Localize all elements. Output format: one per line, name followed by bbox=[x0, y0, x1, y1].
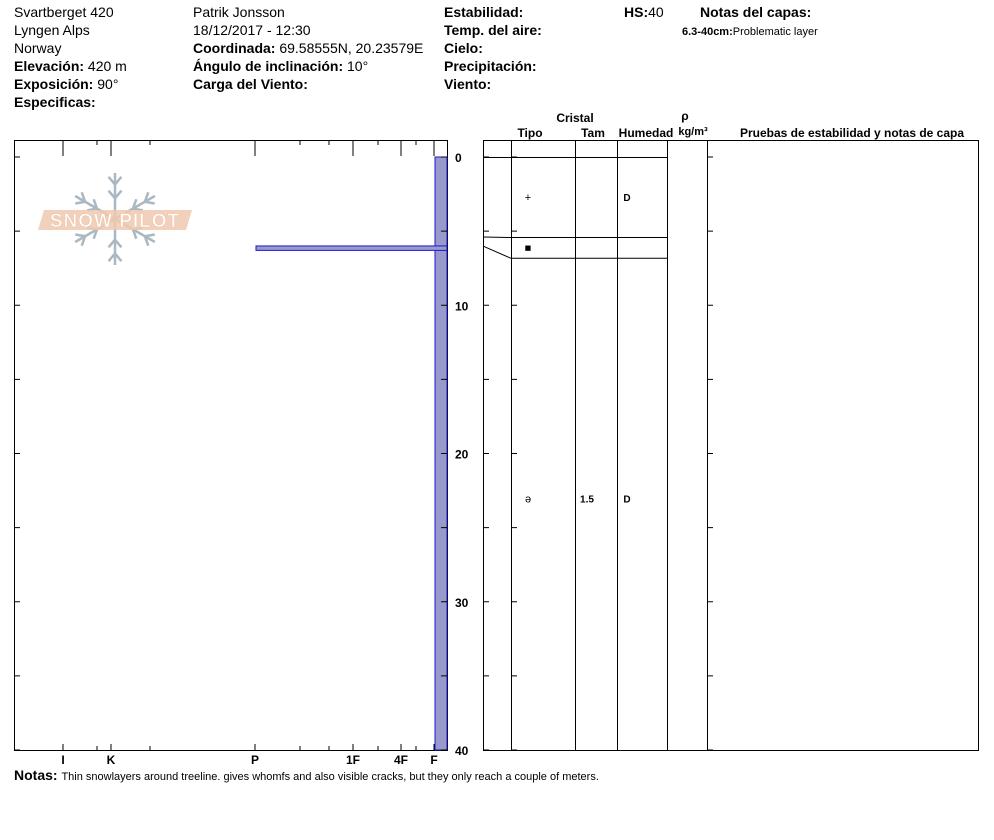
layer-note-range: 6.3-40cm: bbox=[682, 26, 733, 38]
snowpilot-logo bbox=[38, 173, 192, 265]
exposure-value: 90° bbox=[97, 76, 119, 92]
hs-label: HS: bbox=[624, 4, 649, 20]
notes-text: Thin snowlayers around treeline. gives whomfs and also visible cracks, but they only reach a couple of meters. bbox=[61, 771, 599, 783]
layer-type-symbol: ǝ bbox=[524, 493, 532, 506]
air-temp-label: Temp. del aire: bbox=[444, 22, 542, 38]
layer-size: 1.5 bbox=[580, 494, 594, 506]
moisture-header: Humedad bbox=[618, 126, 674, 140]
hardness-tick-label: I bbox=[61, 753, 65, 767]
stability-label: Estabilidad: bbox=[444, 4, 524, 20]
snowflake-branch bbox=[145, 202, 155, 204]
layer-moisture: D bbox=[623, 193, 631, 205]
location-name: Svartberget 420 bbox=[14, 4, 114, 20]
layer-connector bbox=[483, 246, 511, 258]
hardness-tick-label: P bbox=[250, 753, 260, 767]
hardness-plot-frame bbox=[15, 141, 448, 751]
hardness-tick-label: 1F bbox=[345, 753, 361, 767]
hardness-tick-label: K bbox=[106, 753, 116, 767]
depth-tick-label: 0 bbox=[455, 151, 462, 165]
hardness-bar bbox=[256, 246, 447, 250]
layer-type-symbol: + bbox=[524, 192, 532, 205]
layer-note-text: Problematic layer bbox=[732, 26, 818, 38]
country: Norway bbox=[14, 40, 62, 56]
hardness-tick-label: F bbox=[430, 753, 438, 767]
layer-type-symbol: ■ bbox=[524, 242, 532, 255]
coordinates-label: Coordinada: bbox=[193, 40, 276, 56]
specifics-label: Especificas: bbox=[14, 94, 96, 110]
precipitation-label: Precipitación: bbox=[444, 58, 537, 74]
hardness-tick-label: 4F bbox=[393, 753, 409, 767]
depth-tick-label: 40 bbox=[455, 744, 469, 758]
layer-notes-label: Notas del capas: bbox=[700, 4, 812, 20]
sky-label: Cielo: bbox=[444, 40, 483, 56]
slope-label: Ángulo de inclinación: bbox=[193, 58, 344, 74]
hardness-axis bbox=[61, 141, 437, 767]
size-header: Tam bbox=[581, 126, 605, 140]
logo-text: SNOW PILOT bbox=[49, 211, 181, 232]
notes-row bbox=[14, 767, 599, 785]
wind-load-label: Carga del Viento: bbox=[193, 76, 308, 92]
crystal-header: Cristal bbox=[556, 111, 594, 125]
elevation-label: Elevación: bbox=[14, 58, 85, 74]
snowflake-branch bbox=[145, 234, 155, 236]
elevation-value: 420 m bbox=[87, 58, 127, 74]
coordinates-value: 69.58555N, 20.23579E bbox=[279, 40, 424, 56]
layer-connector bbox=[483, 237, 511, 238]
hs-value: 40 bbox=[648, 4, 664, 20]
notes-label: Notas: bbox=[14, 767, 58, 783]
snowflake-branch bbox=[75, 234, 85, 236]
rho-header: ρ bbox=[681, 109, 689, 123]
type-header: Tipo bbox=[517, 126, 543, 140]
density-unit-header: kg/m³ bbox=[678, 126, 708, 138]
depth-tick-label: 10 bbox=[455, 299, 469, 314]
wind-label: Viento: bbox=[444, 76, 492, 92]
hardness-bars bbox=[256, 157, 447, 750]
observation-datetime: 18/12/2017 - 12:30 bbox=[193, 22, 311, 38]
layer-table-frame bbox=[484, 141, 979, 751]
layer-moisture: D bbox=[623, 494, 631, 506]
mountain-range: Lyngen Alps bbox=[14, 22, 90, 38]
snowflake-branch bbox=[75, 202, 85, 204]
observer-name: Patrik Jonsson bbox=[193, 4, 285, 20]
tests-header: Pruebas de estabilidad y notas de capa bbox=[739, 126, 965, 140]
exposure-label: Exposición: bbox=[14, 76, 94, 92]
depth-tick-label: 20 bbox=[455, 447, 469, 462]
depth-tick-label: 30 bbox=[455, 595, 469, 610]
slope-value: 10° bbox=[347, 58, 369, 74]
depth-axis bbox=[14, 151, 713, 758]
